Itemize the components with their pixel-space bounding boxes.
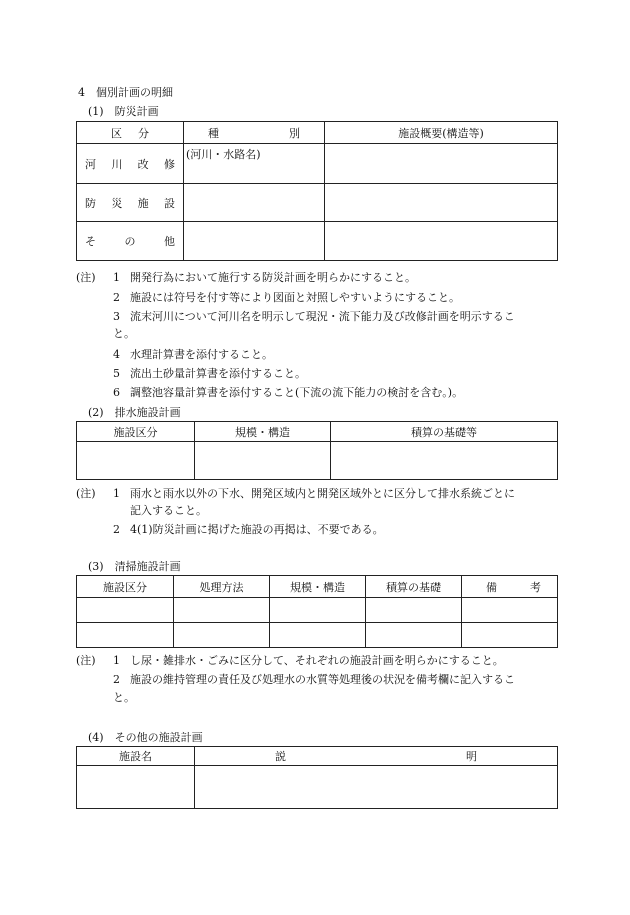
header-category: 区 分: [77, 122, 184, 144]
table-row: [77, 766, 558, 809]
overview-cell: [325, 184, 558, 222]
disaster-plan-table: [76, 121, 558, 261]
table-row: [77, 623, 558, 648]
note-num: 4: [113, 348, 120, 361]
note-text: 水理計算書を添付すること。: [130, 348, 273, 361]
row-label-other: そ の 他: [77, 222, 184, 261]
header-description: 説 明: [195, 747, 558, 766]
note-num: 1: [113, 654, 120, 667]
note-continuation: と。: [113, 691, 135, 704]
drainage-plan-table: [76, 421, 558, 480]
section-1-title: (1) 防災計画: [88, 105, 159, 118]
other-facility-plan-table: [76, 746, 558, 809]
river-name-note: (河川・水路名): [186, 148, 261, 161]
note-num: 2: [113, 523, 120, 536]
row-label-river: 河 川 改 修: [77, 144, 184, 184]
note-num: 1: [113, 271, 120, 284]
note-text: 調整池容量計算書を添付すること(下流の流下能力の検討を含む。)。: [130, 386, 464, 399]
table-row: [77, 598, 558, 623]
page-heading: 4 個別計画の明細: [78, 86, 173, 99]
note-num: 2: [113, 673, 120, 686]
note-text: 施設には符号を付す等により図面と対照しやすいようにすること。: [130, 291, 460, 304]
section-3-title: (3) 清掃施設計画: [88, 560, 181, 573]
note-text: 流末河川について河川名を明示して現況・流下能力及び改修計画を明示するこ: [130, 310, 515, 323]
header-type: 種 別: [184, 122, 325, 144]
header-facility-name: 施設名: [77, 747, 195, 766]
note-num: 6: [113, 386, 120, 399]
note-text: 施設の維持管理の責任及び処理水の水質等処理後の状況を備考欄に記入するこ: [130, 673, 515, 686]
cleaning-plan-table: [76, 575, 558, 648]
note-mark: (注): [76, 271, 96, 284]
header-overview: 施設概要(構造等): [325, 122, 558, 144]
header-facility-category: 施設区分: [77, 422, 195, 442]
section-4-title: (4) その他の施設計画: [88, 731, 203, 744]
note-num: 2: [113, 291, 120, 304]
river-name-cell: [184, 144, 325, 184]
table-row: [77, 144, 558, 184]
type-cell: [184, 222, 325, 261]
table-row: [77, 222, 558, 261]
note-num: 1: [113, 487, 120, 500]
note-text: 流出土砂量計算書を添付すること。: [130, 367, 306, 380]
header-facility-category: 施設区分: [77, 576, 174, 598]
overview-cell: [325, 222, 558, 261]
note-mark: (注): [76, 654, 96, 667]
header-remarks: 備 考: [462, 576, 558, 598]
note-continuation: と。: [113, 327, 135, 340]
header-scale-structure: 規模・構造: [195, 422, 331, 442]
header-calculation-basis: 積算の基礎: [366, 576, 462, 598]
section-2-title: (2) 排水施設計画: [88, 406, 181, 419]
row-label-disaster-facility: 防 災 施 設: [77, 184, 184, 222]
note-text: し尿・雑排水・ごみに区分して、それぞれの施設計画を明らかにすること。: [130, 654, 504, 667]
header-scale-structure: 規模・構造: [270, 576, 366, 598]
table-row: [77, 184, 558, 222]
note-text: 開発行為において施行する防災計画を明らかにすること。: [130, 271, 416, 284]
note-num: 3: [113, 310, 120, 323]
note-continuation: 記入すること。: [130, 504, 207, 517]
note-num: 5: [113, 367, 120, 380]
header-treatment-method: 処理方法: [174, 576, 270, 598]
overview-cell: [325, 144, 558, 184]
note-mark: (注): [76, 487, 96, 500]
type-cell: [184, 184, 325, 222]
header-calculation-basis: 積算の基礎等: [331, 422, 558, 442]
note-text: 雨水と雨水以外の下水、開発区域内と開発区域外とに区分して排水系統ごとに: [130, 487, 515, 500]
table-row: [77, 442, 558, 480]
note-text: 4(1)防災計画に掲げた施設の再掲は、不要である。: [130, 523, 384, 536]
